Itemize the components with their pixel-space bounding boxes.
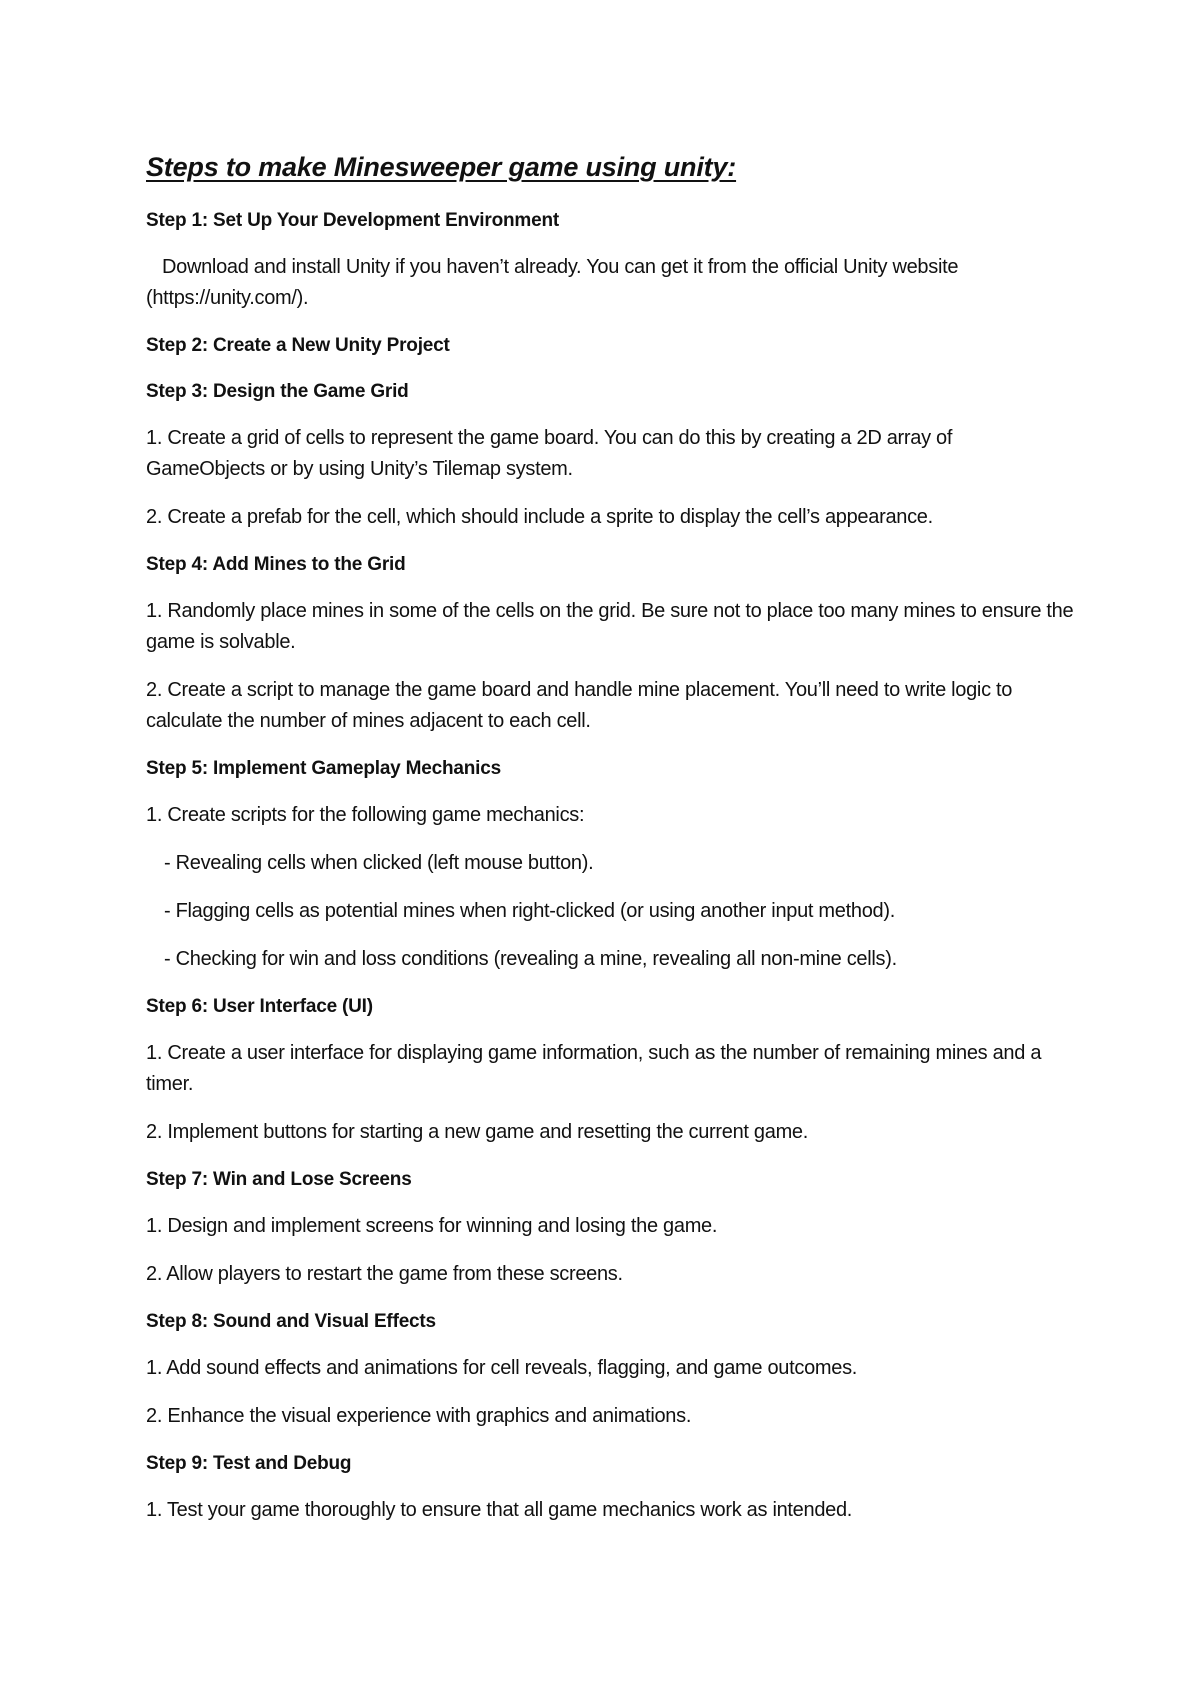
step-6-paragraph-2: 2. Implement buttons for starting a new game and resetting the current game. — [146, 1121, 809, 1143]
step-5-subitem-2: - Flagging cells as potential mines when right-clicked (or using another input method). — [164, 900, 895, 922]
step-5-subitem-1: - Revealing cells when clicked (left mouse button). — [164, 852, 594, 874]
step-3-paragraph-2: 2. Create a prefab for the cell, which should include a sprite to display the cell’s appearance. — [146, 506, 933, 528]
step-6-heading: Step 6: User Interface (UI) — [146, 996, 373, 1017]
step-3-heading: Step 3: Design the Game Grid — [146, 381, 409, 402]
step-9-heading: Step 9: Test and Debug — [146, 1453, 352, 1474]
step-8-paragraph-2: 2. Enhance the visual experience with graphics and animations. — [146, 1405, 692, 1427]
step-7-heading: Step 7: Win and Lose Screens — [146, 1169, 412, 1190]
step-8-heading: Step 8: Sound and Visual Effects — [146, 1311, 436, 1332]
step-5-subitem-3: - Checking for win and loss conditions (revealing a mine, revealing all non-mine cells). — [164, 948, 897, 970]
step-1-paragraph-1: Download and install Unity if you haven’t already. You can get it from the official Unity website (https://unity.com/). — [146, 256, 959, 309]
document-title: Steps to make Minesweeper game using unity: — [146, 152, 737, 182]
step-5-heading: Step 5: Implement Gameplay Mechanics — [146, 758, 501, 779]
step-9-paragraph-1: 1. Test your game thoroughly to ensure that all game mechanics work as intended. — [146, 1499, 853, 1521]
step-7-paragraph-1: 1. Design and implement screens for winning and losing the game. — [146, 1215, 718, 1237]
document-body — [146, 150, 1076, 1543]
step-8-paragraph-1: 1. Add sound effects and animations for cell reveals, flagging, and game outcomes. — [146, 1357, 858, 1379]
step-4-heading: Step 4: Add Mines to the Grid — [146, 554, 406, 575]
step-5-paragraph-1: 1. Create scripts for the following game mechanics: — [146, 804, 585, 826]
step-3-paragraph-1: 1. Create a grid of cells to represent the game board. You can do this by creating a 2D array of GameObjects or by using Unity’s Tilemap system. — [146, 427, 953, 480]
step-2-heading: Step 2: Create a New Unity Project — [146, 335, 450, 356]
step-7-paragraph-2: 2. Allow players to restart the game from these screens. — [146, 1263, 623, 1285]
step-1-heading: Step 1: Set Up Your Development Environment — [146, 210, 559, 231]
step-6-paragraph-1: 1. Create a user interface for displaying game information, such as the number of remaining mines and a timer. — [146, 1042, 1042, 1095]
step-4-paragraph-2: 2. Create a script to manage the game board and handle mine placement. You’ll need to write logic to calculate the number of mines adjacent to each cell. — [146, 679, 1013, 732]
step-4-paragraph-1: 1. Randomly place mines in some of the cells on the grid. Be sure not to place too many mines to ensure the game is solvable. — [146, 600, 1074, 653]
